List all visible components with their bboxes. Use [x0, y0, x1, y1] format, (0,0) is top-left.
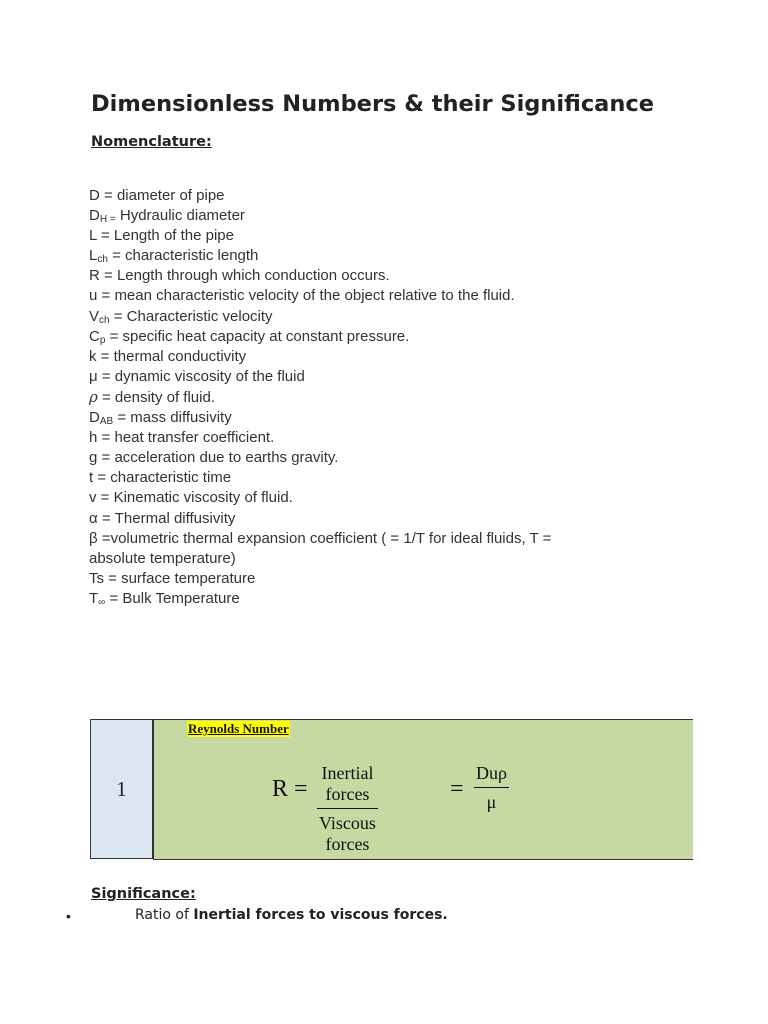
- nomenclature-subscript: ch: [99, 314, 110, 326]
- nomenclature-item: [89, 428, 649, 448]
- nomenclature-text: = heat transfer coefficient.: [97, 429, 275, 447]
- nomenclature-text: Hydraulic diameter: [115, 207, 245, 225]
- nomenclature-symbol: v: [89, 489, 97, 507]
- nomenclature-symbol: T: [89, 589, 99, 607]
- nomenclature-symbol: k: [89, 347, 97, 365]
- nomenclature-item: [89, 327, 649, 347]
- formula-lhs: R: [272, 776, 289, 802]
- nomenclature-item: [89, 367, 649, 387]
- nomenclature-text: = Characteristic velocity: [109, 307, 273, 325]
- nomenclature-item: [89, 529, 649, 549]
- nomenclature-item: [89, 448, 649, 468]
- nomenclature-symbol: ρ: [89, 387, 98, 406]
- nomenclature-symbol: D: [89, 409, 100, 427]
- nomenclature-item: [89, 509, 649, 529]
- table-formula-cell: [153, 719, 693, 860]
- formula-equals-2: =: [450, 776, 464, 802]
- nomenclature-symbol: D: [89, 187, 100, 204]
- nomenclature-item: [89, 347, 649, 367]
- nomenclature-text: = dynamic viscosity of the fluid: [97, 367, 305, 385]
- fraction-numerator: Inertial forces: [321, 763, 374, 804]
- significance-prefix: Ratio of: [135, 907, 194, 923]
- nomenclature-item: [89, 266, 649, 286]
- nomenclature-item: [89, 589, 649, 609]
- nomenclature-text: = characteristic length: [107, 247, 259, 265]
- nomenclature-text: = density of fluid.: [97, 388, 215, 406]
- nomenclature-text: = diameter of pipe: [99, 187, 225, 204]
- nomenclature-text: = Kinematic viscosity of fluid.: [96, 489, 293, 507]
- nomenclature-text: = Length through which conduction occurs.: [99, 267, 390, 285]
- nomenclature-symbol: β: [89, 529, 98, 547]
- nomenclature-symbol: Ts: [89, 569, 104, 587]
- nomenclature-text: = characteristic time: [93, 469, 232, 487]
- nomenclature-symbol: L: [89, 227, 97, 245]
- nomenclature-item: [89, 408, 649, 428]
- significance-bold: Inertial forces to viscous forces.: [193, 907, 448, 923]
- nomenclature-text: = Bulk Temperature: [105, 589, 240, 607]
- nomenclature-item: [89, 387, 649, 408]
- table-number-cell: 1: [90, 719, 153, 859]
- nomenclature-symbol: L: [89, 247, 98, 265]
- nomenclature-subscript: ch: [97, 254, 108, 266]
- nomenclature-subscript: p: [99, 334, 106, 346]
- nomenclature-subscript: H =: [99, 214, 116, 226]
- nomenclature-symbol: C: [89, 327, 100, 345]
- nomenclature-item: [89, 286, 649, 306]
- nomenclature-item: [89, 468, 649, 488]
- bullet-icon: •: [66, 908, 71, 924]
- nomenclature-text: = thermal conductivity: [96, 347, 247, 365]
- nomenclature-text: = Length of the pipe: [96, 227, 234, 245]
- nomenclature-text: = mean characteristic velocity of the object relative to the fluid.: [97, 287, 515, 305]
- nomenclature-subscript: ∞: [98, 596, 106, 608]
- nomenclature-text: =volumetric thermal expansion coefficient ( = 1/T for ideal fluids, T =: [97, 529, 552, 547]
- formula-title: Reynolds Number: [188, 721, 289, 736]
- nomenclature-text: absolute temperature): [89, 549, 236, 567]
- nomenclature-list: [89, 186, 649, 609]
- nomenclature-text: = specific heat capacity at constant pressure.: [105, 327, 410, 345]
- nomenclature-text: = Thermal diffusivity: [97, 509, 236, 527]
- nomenclature-item: [89, 186, 649, 206]
- nomenclature-item: [89, 307, 649, 327]
- fraction-denominator: μ: [474, 787, 509, 813]
- fraction-numerator: Duρ: [476, 763, 507, 783]
- nomenclature-subscript: AB: [99, 416, 114, 428]
- formula-fraction-variables: [474, 763, 509, 813]
- nomenclature-item: [89, 246, 649, 266]
- nomenclature-symbol: t: [89, 469, 94, 487]
- nomenclature-text: = surface temperature: [104, 569, 256, 587]
- nomenclature-item: [89, 488, 649, 508]
- formula-fraction-forces: [317, 763, 378, 855]
- nomenclature-item: [89, 206, 649, 226]
- nomenclature-symbol: u: [89, 287, 98, 305]
- nomenclature-item: [89, 569, 649, 589]
- formula-equals-1: =: [294, 776, 308, 802]
- nomenclature-symbol: g: [89, 449, 98, 467]
- fraction-denominator: Viscous forces: [317, 808, 378, 855]
- significance-text: [135, 907, 448, 923]
- nomenclature-symbol: D: [89, 207, 100, 225]
- nomenclature-symbol: R: [89, 267, 100, 285]
- page-title: Dimensionless Numbers & their Significance: [91, 91, 654, 117]
- nomenclature-heading: Nomenclature:: [91, 134, 212, 150]
- nomenclature-item: [89, 549, 649, 569]
- significance-heading: Significance:: [91, 886, 196, 902]
- nomenclature-text: = acceleration due to earths gravity.: [97, 449, 339, 467]
- nomenclature-symbol: μ: [89, 367, 98, 385]
- nomenclature-symbol: h: [89, 429, 98, 447]
- nomenclature-symbol: V: [89, 307, 100, 325]
- nomenclature-item: [89, 226, 649, 246]
- nomenclature-text: = mass diffusivity: [113, 409, 232, 427]
- nomenclature-symbol: α: [89, 509, 98, 527]
